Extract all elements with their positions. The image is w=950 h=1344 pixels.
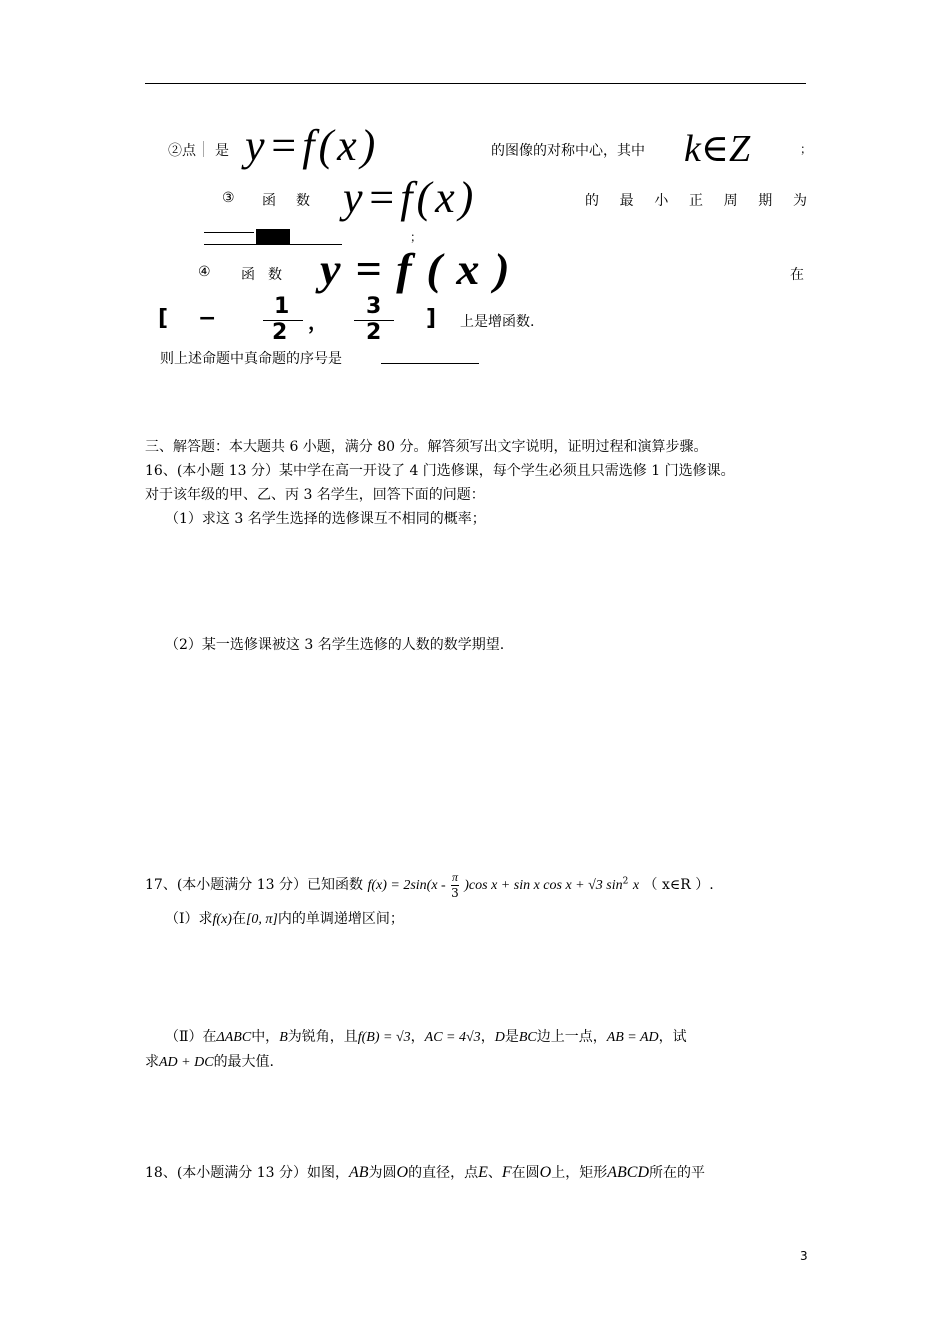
frac2-num: 3: [366, 294, 382, 319]
q17-part2-line2: [145, 1051, 274, 1071]
prop3-num: ③: [222, 190, 235, 206]
q17-p2-AC: AC = 4√3: [424, 1030, 481, 1045]
q17-p2-fB: f(B) = √3: [357, 1030, 411, 1045]
question-line: 则上述命题中真命题的序号是: [160, 351, 342, 367]
q17-p1-c: 内的单调递增区间；: [277, 911, 404, 927]
q17-line1: [145, 870, 714, 900]
interval-minus: −: [198, 306, 217, 331]
prop2-formula: y=f(x): [245, 121, 380, 170]
q18-O2: O: [539, 1164, 552, 1181]
prop2-tail: 的图像的对称中心，其中: [491, 143, 645, 159]
q18-AB: AB: [349, 1164, 369, 1181]
frac2-den: 2: [366, 320, 382, 345]
frac1-den: 2: [272, 320, 288, 345]
q17-three: 3: [451, 886, 459, 900]
prop2-point-placeholder: [203, 141, 208, 157]
blank-artifact-block: [256, 229, 290, 244]
prop4-num: ④: [198, 264, 211, 280]
prop3-tail-3: 正: [688, 193, 703, 209]
prop3-tail-1: 最: [619, 193, 634, 209]
q16-part1: （1）求这 3 名学生选择的选修课互不相同的概率；: [165, 511, 486, 527]
q18-O: O: [396, 1164, 409, 1181]
page-number: 3: [800, 1249, 808, 1263]
prop2-k-in-z: k∈Z: [684, 128, 751, 170]
q18-t2: 的直径，点: [408, 1165, 479, 1181]
frac1-num: 1: [274, 294, 290, 319]
q17-p1-range: [0, π]: [245, 912, 278, 927]
q17-p2-BC: BC: [518, 1030, 537, 1045]
q17-p2-triangle: ΔABC: [216, 1030, 252, 1045]
section3-heading: 三、解答题：本大题共 6 小题，满分 80 分。解答须写出文字说明，证明过程和演算步骤。: [145, 439, 708, 455]
prop3-answer-blank: [204, 229, 342, 245]
prop3-tail-4: 周: [723, 193, 738, 209]
prop3-tail: [585, 190, 807, 210]
q18-t3: 、: [487, 1165, 502, 1181]
q17-formula-b: )cos x + sin x cos x + √3 sin: [464, 878, 623, 893]
q17-p2-a: （Ⅱ）在: [165, 1029, 217, 1045]
q18-t1: 为圆: [368, 1165, 397, 1181]
prop3-w1: 函: [262, 193, 276, 209]
q16-line1: 16、(本小题 13 分）某中学在高一开设了 4 门选修课，每个学生必须且只需选修 1 门选修课。: [145, 463, 735, 479]
q17-formula-a: f(x) = 2sin(x -: [367, 878, 446, 893]
q18-F: F: [501, 1164, 512, 1181]
prop4-w1: 函: [241, 267, 255, 283]
prop4-tail: 上是增函数.: [460, 314, 535, 330]
interval-comma: ，: [308, 310, 328, 334]
q17-p2-AB-AD: AB = AD: [606, 1030, 659, 1045]
prop3-formula: y=f(x): [343, 173, 478, 222]
q18-t4: 在圆: [511, 1165, 540, 1181]
q17-lead: 17、(本小题满分 13 分）已知函数: [145, 877, 363, 893]
q17-p2-h: 边上一点，: [536, 1029, 607, 1045]
prop3-tail-6: 为: [792, 193, 807, 209]
q17-p2-c: 为锐角，且: [287, 1029, 358, 1045]
q18-t6: 所在的平: [649, 1165, 706, 1181]
answer-underline: [381, 363, 479, 364]
blank-artifact-line: [204, 232, 254, 233]
q17-p2-g: 是: [504, 1029, 519, 1045]
prop4-w2: 数: [268, 267, 282, 283]
q17-part1: [165, 908, 404, 928]
q17-p1-a: （Ⅰ）求: [165, 911, 213, 927]
prop4-zai: 在: [790, 267, 804, 283]
interval-open-bracket: [: [158, 306, 169, 331]
q17-domain: （ x∈R ）.: [643, 877, 714, 893]
interval-close-bracket: ]: [426, 306, 437, 331]
prop3-tail-2: 小: [654, 193, 669, 209]
q17-p2-D: D: [494, 1030, 505, 1045]
prop3-tail-5: 期: [758, 193, 773, 209]
prop3-semi: ；: [410, 230, 423, 244]
header-rule: [145, 83, 806, 84]
q18-lead: 18、(本小题满分 13 分）如图，: [145, 1165, 349, 1181]
q17-p2-d: ，: [410, 1029, 425, 1045]
prop3-w2: 数: [296, 193, 310, 209]
q17-p3-a: 求: [145, 1054, 159, 1070]
q17-part2-line1: [165, 1026, 687, 1046]
q16-line2: 对于该年级的甲、乙、丙 3 名学生，回答下面的问题：: [145, 487, 485, 503]
q17-p2-b: 中，: [251, 1029, 280, 1045]
q17-p2-e: ，: [480, 1029, 495, 1045]
q18-E: E: [478, 1164, 488, 1181]
prop2-end: ；: [800, 142, 813, 156]
q17-pi-over-3: [451, 870, 459, 900]
prop4-formula: y=f(x): [320, 245, 525, 294]
prop2-mid: 是: [215, 143, 229, 159]
q18-line1: [145, 1162, 705, 1182]
prop2-lead: ②点: [168, 143, 196, 159]
q18-ABCD: ABCD: [607, 1164, 650, 1181]
q17-p3-b: 的最大值.: [213, 1054, 275, 1070]
q18-t5: 上，矩形: [551, 1165, 608, 1181]
q17-p2-B: B: [279, 1030, 288, 1045]
q17-p1-f: f(x): [212, 912, 232, 927]
prop3-tail-0: 的: [585, 193, 599, 209]
q17-p2-i: ，试: [658, 1029, 687, 1045]
q17-formula-c: x: [632, 878, 640, 893]
q17-square: 2: [622, 876, 629, 887]
q17-p3-sum: AD + DC: [159, 1055, 214, 1070]
q17-pi: π: [451, 870, 458, 884]
q17-p1-b: 在: [231, 911, 246, 927]
q16-part2: （2）某一选修课被这 3 名学生选修的人数的数学期望.: [165, 637, 505, 653]
